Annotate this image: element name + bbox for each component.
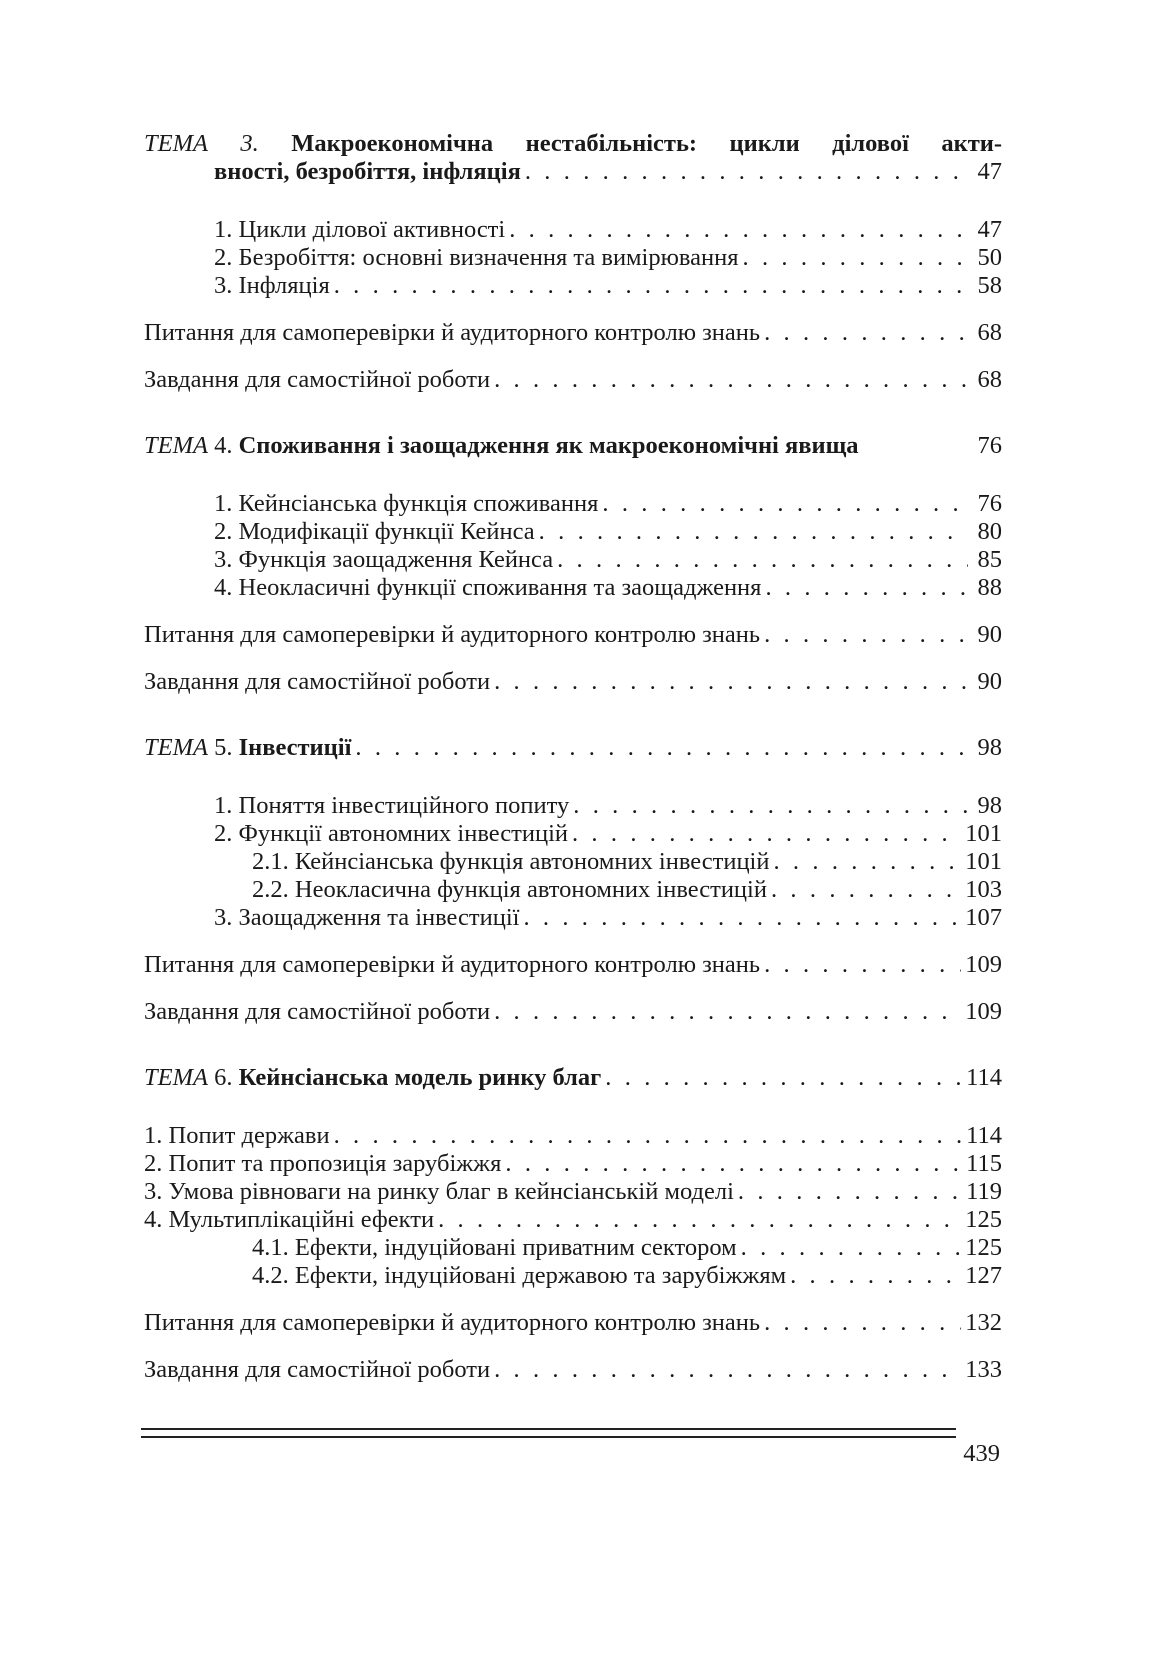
entry-title: 1. Поняття інвестиційного попиту bbox=[214, 792, 570, 819]
entry-title: Питання для самоперевірки й аудиторного контролю знань bbox=[144, 1309, 761, 1336]
topic-title: Інвестиції bbox=[238, 734, 352, 761]
toc-entry[interactable] bbox=[144, 1178, 1002, 1206]
toc-entry[interactable] bbox=[144, 904, 1002, 932]
entry-title: 2. Безробіття: основні визначення та вимірювання bbox=[214, 244, 739, 271]
page-ref: 107 bbox=[965, 904, 1002, 931]
footer-double-rule bbox=[141, 1428, 956, 1438]
dot-leader bbox=[602, 490, 968, 518]
page-ref: 125 bbox=[965, 1206, 1002, 1233]
dot-leader bbox=[605, 1064, 962, 1092]
entry-title: 3. Інфляція bbox=[214, 272, 330, 299]
dot-leader bbox=[509, 216, 968, 244]
toc-entry[interactable] bbox=[144, 1206, 1002, 1234]
toc-entry-tasks[interactable] bbox=[144, 366, 1002, 394]
page-ref: 119 bbox=[966, 1178, 1002, 1205]
toc-topic-4[interactable] bbox=[144, 432, 1002, 460]
toc-entry[interactable] bbox=[144, 272, 1002, 300]
page-ref: 109 bbox=[965, 951, 1002, 978]
entry-title: 2.1. Кейнсіанська функція автономних інвестицій bbox=[252, 848, 770, 875]
dot-leader bbox=[505, 1150, 962, 1178]
toc-entry[interactable] bbox=[144, 574, 1002, 602]
dot-leader bbox=[355, 734, 968, 762]
dot-leader bbox=[334, 272, 968, 300]
toc-subentry[interactable] bbox=[144, 1234, 1002, 1262]
entry-title: 2. Попит та пропозиція зарубіжжя bbox=[144, 1150, 502, 1177]
topic-number: 5. bbox=[207, 734, 239, 761]
toc-subentry[interactable] bbox=[144, 848, 1002, 876]
page-ref: 133 bbox=[965, 1356, 1002, 1383]
toc-entry-questions[interactable] bbox=[144, 621, 1002, 649]
topic-title: Макроекономічна нестабільність: цикли ділової акти- bbox=[291, 130, 1003, 157]
dot-leader bbox=[773, 848, 961, 876]
page-ref: 68 bbox=[977, 319, 1002, 346]
dot-leader bbox=[494, 668, 968, 696]
dot-leader bbox=[764, 621, 968, 649]
page-ref: 101 bbox=[965, 848, 1002, 875]
toc-entry[interactable] bbox=[144, 1122, 1002, 1150]
toc-entry[interactable] bbox=[144, 1150, 1002, 1178]
entry-title: 3. Заощадження та інвестиції bbox=[214, 904, 520, 931]
dot-leader bbox=[764, 951, 961, 979]
entry-title: Питання для самоперевірки й аудиторного контролю знань bbox=[144, 319, 761, 346]
page-ref: 90 bbox=[977, 668, 1002, 695]
topic-heading bbox=[144, 1064, 601, 1092]
toc-topic-3-line1 bbox=[144, 130, 1002, 158]
toc-entry[interactable] bbox=[144, 244, 1002, 272]
dot-leader bbox=[790, 1262, 961, 1290]
dot-leader bbox=[765, 574, 968, 602]
topic-number: 4. bbox=[207, 432, 239, 459]
page-ref: 125 bbox=[965, 1234, 1002, 1261]
page-ref: 76 bbox=[977, 490, 1002, 517]
page-ref: 58 bbox=[977, 272, 1002, 299]
toc-entry[interactable] bbox=[144, 216, 1002, 244]
toc-entry[interactable] bbox=[144, 546, 1002, 574]
page-ref: 101 bbox=[965, 820, 1002, 847]
page-ref: 127 bbox=[965, 1262, 1002, 1289]
page-ref: 103 bbox=[965, 876, 1002, 903]
page-ref: 98 bbox=[977, 792, 1002, 819]
toc-entry-tasks[interactable] bbox=[144, 668, 1002, 696]
topic-heading bbox=[144, 432, 859, 460]
toc-topic-5[interactable] bbox=[144, 734, 1002, 762]
dot-leader bbox=[523, 904, 961, 932]
toc-entry[interactable] bbox=[144, 820, 1002, 848]
entry-title: 4.1. Ефекти, індуційовані приватним сектором bbox=[252, 1234, 737, 1261]
entry-title: Питання для самоперевірки й аудиторного контролю знань bbox=[144, 621, 761, 648]
page-ref: 50 bbox=[977, 244, 1002, 271]
toc-entry-questions[interactable] bbox=[144, 951, 1002, 979]
dot-leader bbox=[438, 1206, 961, 1234]
entry-title: Завдання для самостійної роботи bbox=[144, 366, 491, 393]
entry-title: Завдання для самостійної роботи bbox=[144, 998, 491, 1025]
topic-label: ТЕМА bbox=[144, 1064, 208, 1091]
page-ref: 47 bbox=[977, 158, 1002, 185]
page-ref: 90 bbox=[977, 621, 1002, 648]
toc-topic-3-line2[interactable] bbox=[144, 158, 1002, 186]
entry-title: Завдання для самостійної роботи bbox=[144, 1356, 491, 1383]
dot-leader bbox=[764, 319, 968, 347]
entry-title: 4.2. Ефекти, індуційовані державою та зарубіжжям bbox=[252, 1262, 787, 1289]
topic-title: Споживання і заощадження як макроекономічні явища bbox=[238, 432, 859, 459]
page-ref: 47 bbox=[977, 216, 1002, 243]
dot-leader bbox=[557, 546, 968, 574]
entry-title: 2. Функції автономних інвестицій bbox=[214, 820, 568, 847]
entry-title: 1. Попит держави bbox=[144, 1122, 330, 1149]
page-ref: 88 bbox=[977, 574, 1002, 601]
toc-entry[interactable] bbox=[144, 490, 1002, 518]
page-ref: 68 bbox=[977, 366, 1002, 393]
dot-leader bbox=[764, 1309, 961, 1337]
dot-leader bbox=[494, 1356, 961, 1384]
page-number: 439 bbox=[963, 1440, 1000, 1467]
dot-leader bbox=[573, 792, 968, 820]
entry-title: 1. Цикли ділової активності bbox=[214, 216, 506, 243]
page-ref: 76 bbox=[977, 432, 1002, 459]
page-ref: 114 bbox=[966, 1122, 1002, 1149]
dot-leader bbox=[738, 1178, 962, 1206]
page-ref: 80 bbox=[977, 518, 1002, 545]
page-ref: 114 bbox=[966, 1064, 1002, 1091]
toc-subentry[interactable] bbox=[144, 876, 1002, 904]
dot-leader bbox=[771, 876, 961, 904]
entry-title: Питання для самоперевірки й аудиторного контролю знань bbox=[144, 951, 761, 978]
page-ref: 115 bbox=[966, 1150, 1002, 1177]
topic-title: вності, безробіття, інфляція bbox=[214, 158, 521, 185]
entry-title: 2.2. Неокласична функція автономних інвестицій bbox=[252, 876, 767, 903]
dot-leader bbox=[525, 158, 968, 186]
toc-subentry[interactable] bbox=[144, 1262, 1002, 1290]
dot-leader bbox=[494, 366, 968, 394]
entry-title: Завдання для самостійної роботи bbox=[144, 668, 491, 695]
entry-title: 4. Неокласичні функції споживання та заощадження bbox=[214, 574, 762, 601]
topic-label: ТЕМА bbox=[144, 734, 208, 761]
entry-title: 1. Кейнсіанська функція споживання bbox=[214, 490, 599, 517]
toc-topic-6[interactable] bbox=[144, 1064, 1002, 1092]
page-ref: 98 bbox=[977, 734, 1002, 761]
page-ref: 132 bbox=[965, 1309, 1002, 1336]
toc-entry-questions[interactable] bbox=[144, 319, 1002, 347]
topic-heading bbox=[144, 734, 351, 762]
dot-leader bbox=[572, 820, 961, 848]
topic-title: Кейнсіанська модель ринку благ bbox=[238, 1064, 602, 1091]
dot-leader bbox=[539, 518, 968, 546]
dot-leader bbox=[334, 1122, 963, 1150]
topic-label: ТЕМА bbox=[144, 432, 208, 459]
toc-entry-questions[interactable] bbox=[144, 1309, 1002, 1337]
toc-entry-tasks[interactable] bbox=[144, 1356, 1002, 1384]
entry-title: 2. Модифікації функції Кейнса bbox=[214, 518, 535, 545]
dot-leader bbox=[741, 1234, 962, 1262]
dot-leader bbox=[743, 244, 968, 272]
dot-leader bbox=[494, 998, 961, 1026]
topic-label: ТЕМА 3. bbox=[144, 130, 259, 157]
toc-entry-tasks[interactable] bbox=[144, 998, 1002, 1026]
topic-number: 6. bbox=[207, 1064, 239, 1091]
table-of-contents bbox=[144, 130, 1002, 1384]
toc-entry[interactable] bbox=[144, 792, 1002, 820]
toc-entry[interactable] bbox=[144, 518, 1002, 546]
page-ref: 109 bbox=[965, 998, 1002, 1025]
page-ref: 85 bbox=[977, 546, 1002, 573]
entry-title: 3. Функція заощадження Кейнса bbox=[214, 546, 554, 573]
entry-title: 3. Умова рівноваги на ринку благ в кейнсіанській моделі bbox=[144, 1178, 734, 1205]
entry-title: 4. Мультиплікаційні ефекти bbox=[144, 1206, 435, 1233]
